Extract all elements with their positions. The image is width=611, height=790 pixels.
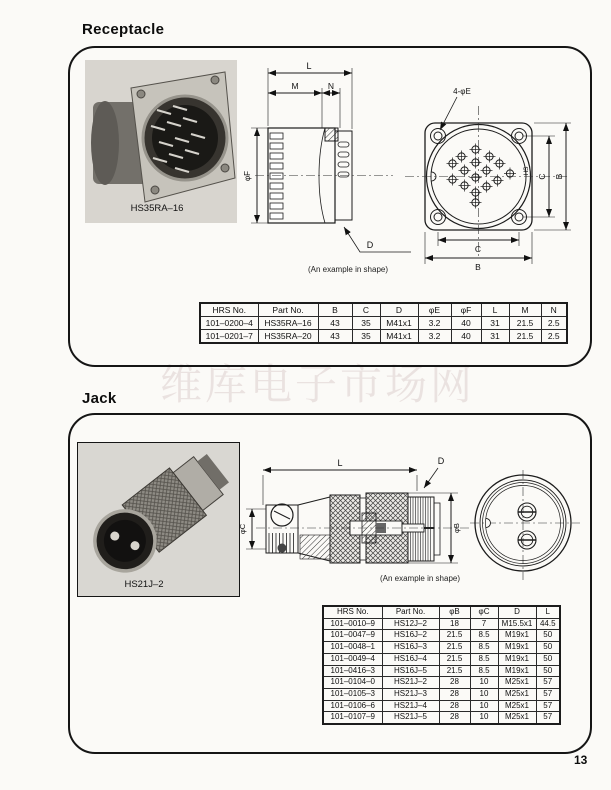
table-cell: 57 [536, 712, 560, 724]
table-cell: 101–0106–6 [323, 700, 382, 712]
table-row [323, 700, 560, 712]
table-cell: 21.5 [509, 330, 541, 344]
table-cell: 50 [536, 642, 560, 654]
table-header-row [200, 303, 567, 317]
table-cell: 2.5 [541, 317, 567, 330]
column-header: C [352, 303, 380, 317]
table-cell: 10 [470, 688, 498, 700]
table-cell: HS16J–2 [382, 630, 439, 642]
table-cell: 31 [481, 330, 509, 344]
table-cell: 101–0104–0 [323, 677, 382, 689]
table-row [323, 618, 560, 630]
dim-label-phiC: φC [238, 523, 247, 535]
table-cell: 35 [352, 317, 380, 330]
jack-example-note: (An example in shape) [379, 574, 461, 583]
table-cell: 50 [536, 653, 560, 665]
table-cell: 57 [536, 688, 560, 700]
table-cell: HS21J–3 [382, 688, 439, 700]
table-cell: M19x1 [498, 665, 536, 677]
column-header: M [509, 303, 541, 317]
table-cell: 101–0201–7 [200, 330, 258, 344]
column-header: B [318, 303, 352, 317]
table-cell: 21.5 [439, 630, 470, 642]
table-cell: 35 [352, 330, 380, 344]
table-cell: M25x1 [498, 688, 536, 700]
table-cell: 10 [470, 677, 498, 689]
table-cell: M19x1 [498, 653, 536, 665]
table-cell: HS21J–2 [382, 677, 439, 689]
receptacle-pin-pattern [447, 144, 517, 209]
dim-label-B-bottom: B [475, 262, 481, 272]
table-cell: 3.2 [418, 330, 451, 344]
table-cell: 21.5 [439, 653, 470, 665]
dim-label-phiB: φB [452, 523, 461, 533]
table-cell: 8.5 [470, 665, 498, 677]
table-cell: 101–0049–4 [323, 653, 382, 665]
column-header: φE [418, 303, 451, 317]
table-cell: M19x1 [498, 630, 536, 642]
table-cell: 28 [439, 677, 470, 689]
table-cell: 31 [481, 317, 509, 330]
table-cell: HS35RA–20 [258, 330, 318, 344]
column-header: HRS No. [200, 303, 258, 317]
dim-label-B-right: B [554, 173, 564, 180]
table-cell: 18 [439, 618, 470, 630]
table-cell: HS16J–5 [382, 665, 439, 677]
table-cell: M25x1 [498, 712, 536, 724]
receptacle-section-title: Receptacle [82, 21, 165, 38]
table-cell: 101–0010–9 [323, 618, 382, 630]
table-row [323, 642, 560, 654]
table-row [200, 317, 567, 330]
table-cell: M19x1 [498, 642, 536, 654]
table-cell: 101–0105–3 [323, 688, 382, 700]
receptacle-photo [85, 60, 237, 223]
table-row [200, 330, 567, 344]
table-cell: 101–0047–9 [323, 630, 382, 642]
column-header: L [536, 606, 560, 618]
receptacle-front-view-drawing [405, 80, 577, 280]
table-row [323, 630, 560, 642]
table-cell: 10 [470, 712, 498, 724]
table-cell: HS16J–3 [382, 642, 439, 654]
table-cell: M41x1 [380, 330, 418, 344]
column-header: φC [470, 606, 498, 618]
table-cell: 28 [439, 700, 470, 712]
table-cell: 50 [536, 665, 560, 677]
jack-photo [78, 443, 238, 595]
table-cell: HS12J–2 [382, 618, 439, 630]
table-cell: 8.5 [470, 653, 498, 665]
jack-section-title: Jack [82, 390, 117, 407]
dim-label-D: D [437, 456, 445, 466]
column-header: φB [439, 606, 470, 618]
table-cell: 44.5 [536, 618, 560, 630]
table-cell: M41x1 [380, 317, 418, 330]
table-cell: 2.5 [541, 330, 567, 344]
dim-label-N: N [327, 81, 335, 91]
table-cell: 101–0107–9 [323, 712, 382, 724]
dim-label-C-bottom: C [474, 244, 482, 254]
column-header: HRS No. [323, 606, 382, 618]
hole-callout-label: 4-φE [453, 87, 471, 96]
column-header: Part No. [382, 606, 439, 618]
dim-label-phiF: φF [243, 170, 252, 182]
table-cell: HS16J–4 [382, 653, 439, 665]
dim-label-D: D [366, 240, 374, 250]
table-cell: M15.5x1 [498, 618, 536, 630]
table-cell: 50 [536, 630, 560, 642]
receptacle-side-view-drawing [243, 56, 415, 291]
table-cell: M25x1 [498, 700, 536, 712]
table-cell: 101–0200–4 [200, 317, 258, 330]
jack-front-view-drawing [470, 468, 580, 582]
table-cell: HS35RA–16 [258, 317, 318, 330]
table-row [323, 653, 560, 665]
table-cell: 10 [470, 700, 498, 712]
table-cell: 8.5 [470, 642, 498, 654]
table-cell: 40 [451, 330, 481, 344]
table-cell: 21.5 [439, 642, 470, 654]
table-cell: 43 [318, 317, 352, 330]
table-cell: 57 [536, 677, 560, 689]
column-header: Part No. [258, 303, 318, 317]
table-cell: HS21J–5 [382, 712, 439, 724]
dim-label-L: L [337, 458, 343, 468]
table-cell: 8.5 [470, 630, 498, 642]
table-cell: 28 [439, 712, 470, 724]
page-number: 13 [574, 753, 588, 767]
column-header: N [541, 303, 567, 317]
table-cell: 28 [439, 688, 470, 700]
column-header: L [481, 303, 509, 317]
watermark-text: 维库电子市场网 [160, 361, 476, 408]
table-cell: 7 [470, 618, 498, 630]
table-cell: 101–0416–3 [323, 665, 382, 677]
hs-mark: HS [523, 166, 530, 176]
table-row [323, 665, 560, 677]
dim-label-M: M [291, 81, 299, 91]
table-cell: 101–0048–1 [323, 642, 382, 654]
receptacle-example-note: (An example in shape) [307, 265, 389, 274]
jack-photo-caption: HS21J–2 [124, 579, 164, 590]
column-header: D [380, 303, 418, 317]
table-cell: HS21J–4 [382, 700, 439, 712]
dim-label-C-right: C [537, 173, 547, 180]
table-cell: 57 [536, 700, 560, 712]
jack-side-view-drawing [238, 453, 488, 593]
table-cell: 3.2 [418, 317, 451, 330]
receptacle-photo-caption: HS35RA–16 [130, 203, 184, 214]
receptacle-spec-table [199, 302, 568, 344]
table-cell: M25x1 [498, 677, 536, 689]
dim-label-L: L [306, 61, 312, 71]
table-row [323, 677, 560, 689]
table-row [323, 688, 560, 700]
table-cell: 21.5 [439, 665, 470, 677]
table-cell: 43 [318, 330, 352, 344]
table-row [323, 712, 560, 724]
column-header: φF [451, 303, 481, 317]
column-header: D [498, 606, 536, 618]
table-cell: 21.5 [509, 317, 541, 330]
table-header-row [323, 606, 560, 618]
table-cell: 40 [451, 317, 481, 330]
jack-spec-table [322, 605, 561, 725]
jack-photo-frame [77, 442, 240, 597]
